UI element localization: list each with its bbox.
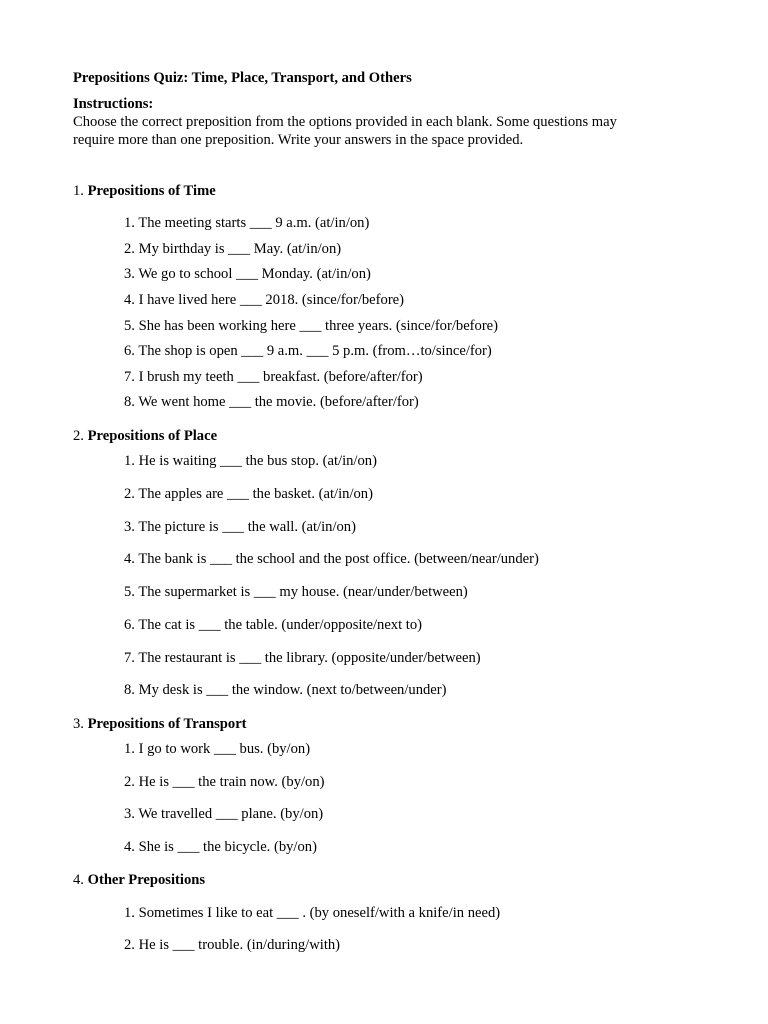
- question-item: 3. The picture is ___ the wall. (at/in/on): [124, 519, 356, 535]
- instructions-text: [73, 113, 693, 149]
- instructions-line-2: require more than one preposition. Write your answers in the space provided.: [73, 132, 524, 148]
- question-item: 2. He is ___ the train now. (by/on): [124, 774, 325, 790]
- question-item: 7. The restaurant is ___ the library. (opposite/under/between): [124, 650, 481, 666]
- section-title: Prepositions of Transport: [87, 716, 247, 732]
- question-item: 2. He is ___ trouble. (in/during/with): [124, 937, 341, 953]
- question-item: 5. The supermarket is ___ my house. (near/under/between): [124, 584, 468, 600]
- question-item: 6. The cat is ___ the table. (under/opposite/next to): [124, 617, 423, 633]
- question-item: 4. She is ___ the bicycle. (by/on): [124, 839, 317, 855]
- section-title: Other Prepositions: [87, 872, 206, 888]
- question-item: 1. I go to work ___ bus. (by/on): [124, 741, 311, 757]
- question-item: 8. My desk is ___ the window. (next to/between/under): [124, 682, 447, 698]
- quiz-title: Prepositions Quiz: Time, Place, Transport, and Others: [73, 70, 412, 86]
- question-item: 4. The bank is ___ the school and the post office. (between/near/under): [124, 551, 539, 567]
- section-heading-other: [73, 871, 205, 889]
- section-number: 2.: [73, 428, 84, 444]
- question-item: 7. I brush my teeth ___ breakfast. (before/after/for): [124, 369, 423, 385]
- question-item: 4. I have lived here ___ 2018. (since/for/before): [124, 292, 405, 308]
- question-item: 1. The meeting starts ___ 9 a.m. (at/in/on): [124, 215, 370, 231]
- question-item: 6. The shop is open ___ 9 a.m. ___ 5 p.m. (from…to/since/for): [124, 343, 492, 359]
- section-heading-time: [73, 182, 216, 200]
- section-heading-transport: [73, 715, 247, 733]
- instructions-label: Instructions:: [73, 96, 154, 112]
- question-item: 1. He is waiting ___ the bus stop. (at/in/on): [124, 453, 377, 469]
- section-number: 3.: [73, 716, 84, 732]
- question-item: 2. My birthday is ___ May. (at/in/on): [124, 241, 342, 257]
- section-title: Prepositions of Place: [87, 428, 218, 444]
- question-item: 3. We go to school ___ Monday. (at/in/on): [124, 266, 371, 282]
- section-heading-place: [73, 427, 217, 445]
- question-item: 8. We went home ___ the movie. (before/after/for): [124, 394, 419, 410]
- section-number: 4.: [73, 872, 84, 888]
- section-number: 1.: [73, 183, 84, 199]
- instructions-line-1: Choose the correct preposition from the options provided in each blank. Some questions may: [73, 114, 617, 130]
- section-title: Prepositions of Time: [87, 183, 216, 199]
- question-item: 1. Sometimes I like to eat ___ . (by oneself/with a knife/in need): [124, 905, 501, 921]
- question-item: 3. We travelled ___ plane. (by/on): [124, 806, 324, 822]
- question-item: 2. The apples are ___ the basket. (at/in/on): [124, 486, 373, 502]
- question-item: 5. She has been working here ___ three years. (since/for/before): [124, 318, 499, 334]
